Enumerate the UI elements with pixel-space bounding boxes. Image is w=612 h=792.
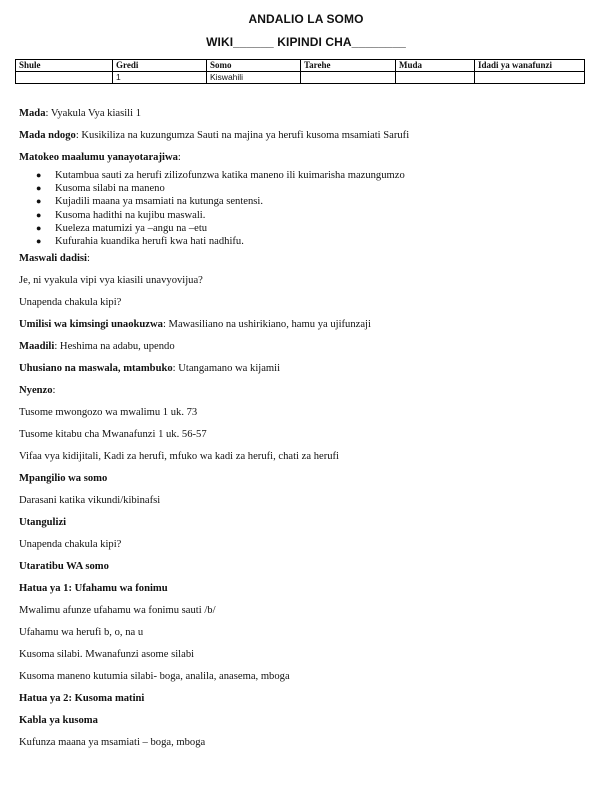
cell-shule xyxy=(16,72,113,84)
mpangilio-text: Darasani katika vikundi/kibinafsi xyxy=(19,495,161,507)
cell-gredi: 1 xyxy=(113,72,207,84)
outcome-text: Kutambua sauti za herufi zilizofunzwa katika maneno ili kuimarisha mazungumzo xyxy=(55,170,405,181)
mada-text: : Vyakula Vya kiasili 1 xyxy=(45,108,142,119)
cell-idadi xyxy=(475,72,585,84)
maswali-q2: Unapenda chakula kipi? xyxy=(19,297,122,309)
maswali-heading xyxy=(19,252,589,274)
maadili-line xyxy=(19,340,589,362)
bullet-icon: ● xyxy=(36,170,42,180)
nyenzo-item: Tusome mwongozo wa mwalimu 1 uk. 73 xyxy=(19,407,198,419)
table-header-row xyxy=(16,60,585,72)
outcome-text: Kusoma hadithi na kujibu maswali. xyxy=(55,209,206,221)
bullet-icon: ● xyxy=(36,183,42,194)
nyenzo-item: Vifaa vya kidijitali, Kadi za herufi, mfuko wa kadi za herufi, chati za herufi xyxy=(19,451,339,463)
outcome-text: Kueleza matumizi ya –angu na –etu xyxy=(55,222,208,234)
list-item xyxy=(36,222,589,235)
list-item xyxy=(36,235,589,248)
utaratibu-heading: Utaratibu WA somo xyxy=(19,561,109,573)
outcome-text: Kujadili maana ya msamiati na kutunga sentensi. xyxy=(55,196,263,208)
outcomes-list xyxy=(19,169,589,248)
uhusiano-text: : Utangamano wa kijamii xyxy=(172,363,281,375)
col-shule: Shule xyxy=(16,60,113,72)
mada-label: Mada xyxy=(19,108,46,119)
list-item xyxy=(36,182,589,195)
matokeo-label: Matokeo maalumu yanayotarajiwa xyxy=(19,152,178,163)
maswali-label: Maswali dadisi xyxy=(19,253,87,265)
nyenzo-label: Nyenzo xyxy=(19,385,53,397)
week-period-line: WIKI______ KIPINDI CHA________ xyxy=(206,35,406,49)
table-row xyxy=(16,72,585,84)
hatua1-line: Ufahamu wa herufi b, o, na u xyxy=(19,627,144,639)
col-muda: Muda xyxy=(396,60,475,72)
lesson-info-table xyxy=(15,59,585,84)
nyenzo-colon: : xyxy=(52,385,56,397)
col-somo: Somo xyxy=(207,60,301,72)
bullet-icon: ● xyxy=(36,222,42,233)
cell-muda xyxy=(396,72,475,84)
mada-ndogo-text: : Kusikiliza na kuzungumza Sauti na majina ya herufi kusoma msamiati Sarufi xyxy=(75,130,410,141)
col-idadi: Idadi ya wanafunzi xyxy=(475,60,585,72)
mpangilio-heading: Mpangilio wa somo xyxy=(19,473,108,485)
umilisi-line xyxy=(19,318,589,340)
list-item xyxy=(36,169,589,182)
list-item xyxy=(36,195,589,208)
maadili-text: : Heshima na adabu, upendo xyxy=(54,341,175,353)
hatua2-heading: Hatua ya 2: Kusoma matini xyxy=(19,693,145,705)
outcome-text: Kusoma silabi na maneno xyxy=(55,183,165,195)
hatua1-line: Kusoma maneno kutumia silabi- boga, analila, anasema, mboga xyxy=(19,671,290,683)
utangulizi-heading: Utangulizi xyxy=(19,517,67,529)
nyenzo-heading xyxy=(19,384,589,406)
bullet-icon: ● xyxy=(36,196,42,207)
list-item xyxy=(36,209,589,222)
col-tarehe: Tarehe xyxy=(301,60,396,72)
nyenzo-item: Tusome kitabu cha Mwanafunzi 1 uk. 56-57 xyxy=(19,429,207,441)
outcome-text: Kufurahia kuandika herufi kwa hati nadhifu. xyxy=(55,235,244,247)
mada-line xyxy=(19,107,589,129)
document-title: ANDALIO LA SOMO xyxy=(248,12,364,26)
uhusiano-label: Uhusiano na maswala, mtambuko xyxy=(19,363,173,375)
hatua2-line: Kufunza maana ya msamiati – boga, mboga xyxy=(19,737,206,749)
bullet-icon: ● xyxy=(36,235,42,246)
hatua1-line: Mwalimu afunze ufahamu wa fonimu sauti /b/ xyxy=(19,605,216,617)
col-gredi: Gredi xyxy=(113,60,207,72)
mada-ndogo-label: Mada ndogo xyxy=(19,130,76,141)
maadili-label: Maadili xyxy=(19,341,55,353)
bullet-icon: ● xyxy=(36,209,42,220)
cell-tarehe xyxy=(301,72,396,84)
maswali-q1: Je, ni vyakula vipi vya kiasili unavyovijua? xyxy=(19,275,203,287)
hatua1-heading: Hatua ya 1: Ufahamu wa fonimu xyxy=(19,583,168,595)
kabla-heading: Kabla ya kusoma xyxy=(19,715,98,727)
lesson-content xyxy=(19,107,589,758)
uhusiano-line xyxy=(19,362,589,384)
cell-somo: Kiswahili xyxy=(207,72,301,84)
umilisi-text: : Mawasiliano na ushirikiano, hamu ya ujifunzaji xyxy=(162,319,371,331)
maswali-colon: : xyxy=(87,253,90,265)
utangulizi-text: Unapenda chakula kipi? xyxy=(19,539,122,551)
mada-ndogo-line xyxy=(19,129,589,151)
hatua1-line: Kusoma silabi. Mwanafunzi asome silabi xyxy=(19,649,195,661)
umilisi-label: Umilisi wa kimsingi unaokuzwa xyxy=(19,319,163,331)
matokeo-colon: : xyxy=(177,152,181,163)
